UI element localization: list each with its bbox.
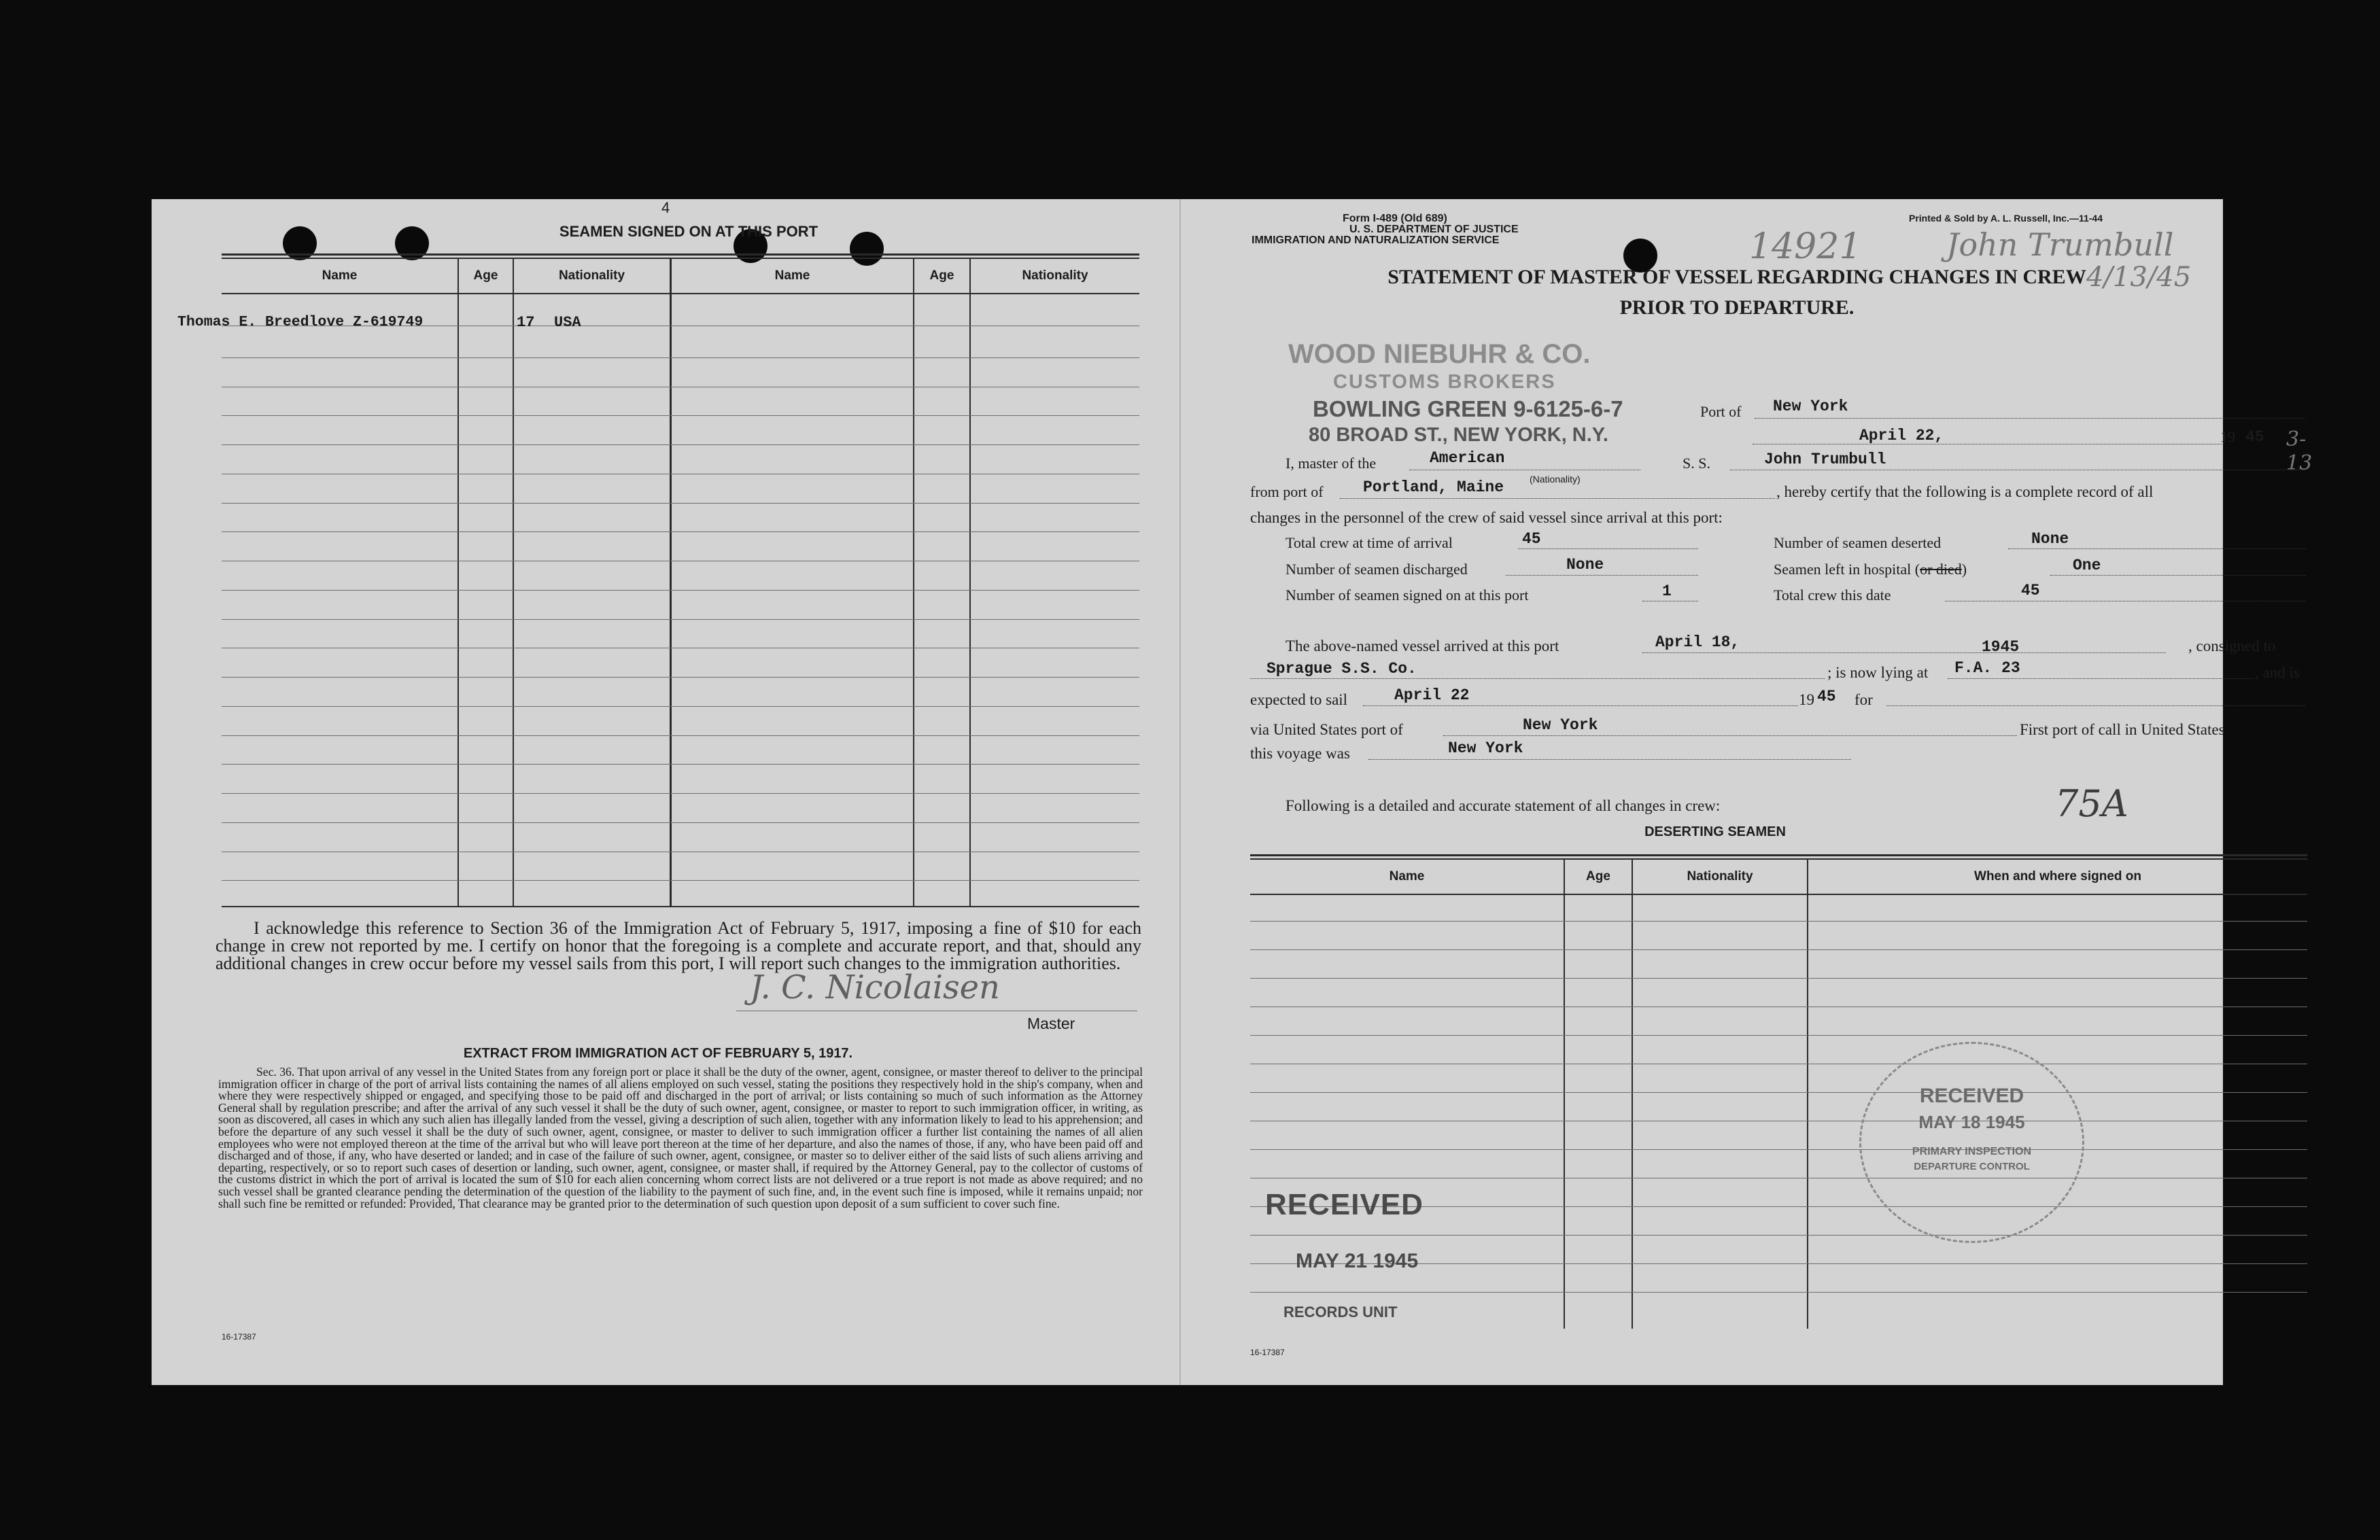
signed-on: 1	[1662, 582, 1672, 600]
hospital-fill	[2050, 575, 2306, 576]
extract-text: Sec. 36. That upon arrival of any vessel in the United States from any foreign port or place it shall be the duty of the owner, agent, consignee, or master thereof to deliver to the principal immigration officer in charge of the port of arrival lists containing the names of all aliens employed on such vessel, stating the positions they respectively hold in the ship's company, when and where they were respectively shipped or engaged, and specifying those to be paid off and discharged in the port of arrival; or lists containing so much of such information as the Attorney General shall by regulation prescribe; and after the arrival of any such vessel it shall be the duty of such owner, agent, consignee, or master to report to such immigration officer, in writing, as soon as discovered, all cases in which any such alien has illegally landed from the vessel, giving a description of such alien, together with any information likely to lead to his apprehension; and before the departure of any such vessel it shall be the duty of such owner, agent, consignee, or master to deliver to such immigration officer a further list containing the names of all alien employees who were not employed thereon at the time of the arrival but who will leave port thereon at the time of her departure, and also the names of those, if any, who have been paid off and discharged and of those, if any, who have deserted or landed; and in case of the failure of such owner, agent, consignee, or master so to deliver either of the said lists of such aliens arriving and departing, respectively, or so to report such cases of desertion or landing, such owner, agent, consignee, or master shall, if required by the Attorney General, pay to the collector of customs of the customs district in which the port of arrival is located the sum of $10 for each alien concerning whom correct lists are not delivered or a true report is not made as above required; and no such vessel shall be granted clearance pending the determination of the question of the liability to the payment of such fine, and, in the event such fine is imposed, while it remains unpaid; nor shall such fine be remitted or refunded: Provided, That clearance may be granted prior to the determination of such question upon deposit of a sum sufficient to cover such fine.	[218, 1065, 1143, 1210]
deserting-header-name: Name	[1389, 869, 1425, 883]
nationality: American	[1430, 449, 1505, 467]
row-line	[222, 503, 1139, 504]
row-line	[222, 880, 1139, 881]
deserting-header-when: When and where signed on	[1974, 869, 2141, 883]
arrived-date: April 18,	[1655, 633, 1740, 651]
for-label: for	[1855, 691, 1873, 708]
margin-note: 3-13	[2286, 427, 2313, 475]
hospital-label	[1774, 561, 1967, 578]
col-divider	[1632, 858, 1633, 1329]
vessel: John Trumbull	[1764, 451, 1886, 468]
year-prefix: 19	[2220, 428, 2235, 445]
col-divider	[913, 258, 914, 907]
received-stamp: RECEIVED	[1265, 1188, 1424, 1221]
discharged-label: Number of seamen discharged	[1286, 561, 1468, 578]
table-top-rule	[222, 253, 1139, 256]
handwritten-ship: John Trumbull	[1946, 226, 2174, 263]
handwritten-number: 14921	[1749, 226, 1862, 267]
col-divider	[670, 258, 672, 907]
from-port: Portland, Maine	[1363, 478, 1504, 496]
fold-line	[1179, 199, 1181, 1385]
row-line	[222, 822, 1139, 823]
acknowledgement-text: I acknowledge this reference to Section 36 of the Immigration Act of February 5, 1917, imposing a fine of $10 for each change in crew not reported by me. I certify on honor that the foregoing is a complete and accurate report, and that, should any additional changes in crew occur before my vessel sails from this port, I will report such changes to the immigration authorities.	[215, 918, 1141, 973]
total-crew-arrival-label: Total crew at time of arrival	[1286, 534, 1453, 551]
arrived-fill	[1642, 652, 2166, 653]
col-divider	[458, 258, 459, 907]
year-suffix: 45	[2245, 428, 2264, 446]
agent-stamp-line: CUSTOMS BROKERS	[1333, 371, 1556, 393]
sail-date: April 22	[1394, 686, 1470, 704]
deserting-header-nationality: Nationality	[1687, 869, 1753, 883]
deserting-top-rule	[1250, 854, 2307, 856]
arrived-year: 1945	[1982, 638, 2020, 656]
port-fill	[1755, 418, 2305, 419]
deserting-header-age: Age	[1586, 869, 1610, 883]
row-line	[1250, 1235, 2307, 1236]
certify-text-2: changes in the personnel of the crew of said vessel since arrival at this port:	[1250, 509, 1723, 526]
service: IMMIGRATION AND NATURALIZATION SERVICE	[1252, 234, 1500, 246]
signed-on-label: Number of seamen signed on at this port	[1286, 587, 1529, 603]
row-line	[1250, 978, 2307, 979]
records-unit: RECORDS UNIT	[1283, 1303, 1398, 1320]
deserted: None	[2031, 530, 2069, 548]
consignee-fill	[1250, 678, 1825, 679]
via-fill	[1443, 735, 2017, 736]
hospital-close: )	[1961, 561, 1967, 578]
left-title: SEAMEN SIGNED ON AT THIS PORT	[559, 223, 818, 240]
seaman-nationality: USA	[554, 314, 581, 331]
header-nationality: Nationality	[558, 268, 625, 283]
row-line	[222, 357, 1139, 358]
col-divider	[1807, 858, 1808, 1329]
row-line	[222, 444, 1139, 445]
via-port: New York	[1523, 716, 1598, 734]
lying-label: ; is now lying at	[1827, 664, 1929, 681]
document-sheet	[152, 199, 2313, 1385]
row-line	[222, 415, 1139, 416]
seaman-name: Thomas E. Breedlove Z-619749	[177, 314, 424, 330]
circle-stamp	[1859, 1042, 2084, 1243]
ss-label: S. S.	[1683, 455, 1710, 472]
extract-title: EXTRACT FROM IMMIGRATION ACT OF FEBRUARY 5, 1917.	[463, 1046, 853, 1061]
sail-year-prefix: 19	[1799, 691, 1814, 708]
from-port-fill	[1340, 498, 1775, 499]
left-footer-code: 16-17387	[222, 1332, 256, 1342]
row-line	[1250, 1035, 2307, 1036]
received-date: MAY 21 1945	[1296, 1250, 1419, 1272]
form-subtitle: PRIOR TO DEPARTURE.	[1619, 296, 1855, 319]
right-footer-code: 16-17387	[1250, 1348, 1285, 1357]
expected-label: expected to sail	[1250, 691, 1348, 708]
header-age: Age	[473, 268, 498, 283]
consigned-label: , consigned to	[2188, 637, 2276, 654]
row-line	[222, 764, 1139, 765]
consignee: Sprague S.S. Co.	[1266, 660, 1417, 678]
row-line	[1250, 921, 2307, 922]
table-top-rule	[222, 258, 1139, 259]
port: New York	[1773, 398, 1848, 415]
discharged-fill	[1506, 575, 1698, 576]
row-line	[222, 531, 1139, 532]
total-crew-date: 45	[2021, 582, 2040, 599]
col-divider	[1564, 858, 1565, 1329]
lying-fill	[1948, 678, 2254, 679]
header-nationality: Nationality	[1022, 268, 1088, 283]
row-line	[222, 706, 1139, 707]
code-75a: 75A	[2055, 782, 2128, 825]
row-line	[1250, 1149, 2307, 1150]
header-name: Name	[322, 268, 358, 283]
row-line	[1250, 1292, 2307, 1293]
agent-stamp-line: WOOD NIEBUHR & CO.	[1288, 339, 1591, 369]
voyage-label: this voyage was	[1250, 745, 1350, 762]
for-fill	[1886, 705, 2306, 706]
total-crew-date-label: Total crew this date	[1774, 587, 1891, 603]
sail-date-fill	[1363, 705, 1798, 706]
and-is: , and is	[2255, 664, 2300, 681]
following-text: Following is a detailed and accurate statement of all changes in crew:	[1286, 797, 1721, 814]
date: April 22,	[1859, 427, 1944, 444]
hospital-struck: or died	[1920, 561, 1962, 578]
voyage-fill	[1368, 759, 1851, 760]
row-line	[222, 793, 1139, 794]
sail-year: 45	[1817, 688, 1836, 705]
row-line	[222, 619, 1139, 620]
header-age: Age	[929, 268, 954, 283]
deserted-fill	[2008, 548, 2306, 549]
row-line	[1250, 1092, 2307, 1093]
agent-stamp-line: 80 BROAD ST., NEW YORK, N.Y.	[1309, 424, 1608, 446]
circle-stamp-line: DEPARTURE CONTROL	[1914, 1161, 2030, 1172]
form-title: STATEMENT OF MASTER OF VESSEL REGARDING CHANGES IN CREW	[1387, 266, 2086, 288]
master-of-label: I, master of the	[1286, 455, 1377, 472]
seaman-age: 17	[517, 314, 535, 331]
row-line	[222, 590, 1139, 591]
hospital-label-text: Seamen left in hospital (	[1774, 561, 1920, 578]
col-divider	[513, 258, 514, 907]
form-number: Form I-489 (Old 689)	[1343, 213, 1447, 224]
row-line	[222, 735, 1139, 736]
printer-credit: Printed & Sold by A. L. Russell, Inc.—11-44	[1909, 213, 2103, 224]
table-bottom-rule	[222, 906, 1139, 907]
row-line	[1250, 949, 2307, 950]
deserted-label: Number of seamen deserted	[1774, 534, 1942, 551]
agent-stamp-line: BOWLING GREEN 9-6125-6-7	[1313, 396, 1623, 421]
total-crew-arrival-fill	[1518, 548, 1698, 549]
discharged: None	[1566, 556, 1604, 574]
nationality-caption: (Nationality)	[1530, 474, 1581, 485]
deserting-top-rule	[1250, 858, 2307, 860]
deserting-header-rule	[1250, 894, 2307, 895]
hospital: One	[2073, 557, 2101, 574]
first-port-label: First port of call in United States	[2020, 721, 2225, 738]
port-label: Port of	[1700, 403, 1742, 420]
header-name: Name	[774, 268, 810, 283]
from-port-label: from port of	[1250, 483, 1324, 500]
handwritten-date: 4/13/45	[2086, 262, 2192, 293]
signature-label: Master	[1027, 1015, 1075, 1032]
table-header-rule	[222, 293, 1139, 294]
certify-text: , hereby certify that the following is a complete record of all	[1776, 483, 2154, 500]
deserting-title: DESERTING SEAMEN	[1644, 824, 1786, 839]
total-crew-arrival: 45	[1522, 530, 1541, 548]
via-label: via United States port of	[1250, 721, 1403, 738]
col-divider	[969, 258, 971, 907]
arrived-label: The above-named vessel arrived at this port	[1286, 637, 1559, 654]
circle-stamp-line: MAY 18 1945	[1918, 1112, 2025, 1132]
master-signature: J. C. Nicolaisen	[750, 968, 1000, 1007]
circle-stamp-line: RECEIVED	[1919, 1085, 2024, 1107]
row-line	[222, 677, 1139, 678]
department: U. S. DEPARTMENT OF JUSTICE	[1349, 224, 1519, 235]
lying-at: F.A. 23	[1954, 659, 2020, 677]
circle-stamp-line: PRIMARY INSPECTION	[1912, 1146, 2032, 1157]
page-number: 4	[661, 199, 670, 216]
voyage-port: New York	[1448, 739, 1523, 757]
